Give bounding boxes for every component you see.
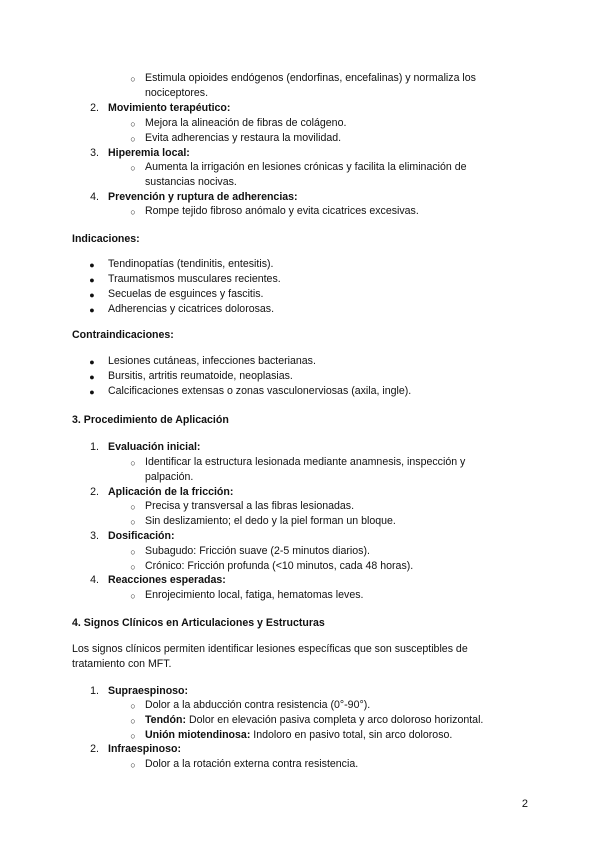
list-heading: Dosificación: <box>108 530 175 542</box>
sub-bullet: ○ <box>130 760 136 770</box>
list-number: 1. <box>90 441 99 453</box>
list-text: Traumatismos musculares recientes. <box>108 273 281 285</box>
list-text: Identificar la estructura lesionada mediante anamnesis, inspección y <box>145 456 466 468</box>
list-number: 4. <box>90 191 99 203</box>
bullet: ● <box>89 372 95 382</box>
section-heading-procedimiento: 3. Procedimiento de Aplicación <box>72 414 229 426</box>
list-text: Estimula opioides endógenos (endorfinas, encefalinas) y normaliza los <box>145 72 476 84</box>
sub-bullet: ○ <box>130 591 136 601</box>
list-heading: Movimiento terapéutico: <box>108 102 231 114</box>
list-number: 3. <box>90 147 99 159</box>
list-heading: Infraespinoso: <box>108 743 181 755</box>
list-heading: Supraespinoso: <box>108 685 189 697</box>
list-number: 2. <box>90 743 99 755</box>
list-text: Aumenta la irrigación en lesiones crónicas y facilita la eliminación de <box>145 161 467 173</box>
sub-bullet: ○ <box>130 517 136 527</box>
list-text: Dolor a la abducción contra resistencia (0°-90°). <box>145 699 371 711</box>
term-text: Indoloro en pasivo total, sin arco doloroso. <box>250 729 453 741</box>
list-heading: Hiperemia local: <box>108 147 190 159</box>
list-text: Lesiones cutáneas, infecciones bacterianas. <box>108 355 316 367</box>
list-text: nociceptores. <box>145 87 209 99</box>
list-number: 3. <box>90 530 99 542</box>
list-heading: Prevención y ruptura de adherencias: <box>108 191 298 203</box>
list-text: Mejora la alineación de fibras de colágeno. <box>145 117 347 129</box>
sub-bullet: ○ <box>130 74 136 84</box>
list-text: Tendinopatías (tendinitis, entesitis). <box>108 258 274 270</box>
sub-bullet: ○ <box>130 731 136 741</box>
sub-bullet: ○ <box>130 458 136 468</box>
list-text: Rompe tejido fibroso anómalo y evita cicatrices excesivas. <box>145 205 419 217</box>
list-text: Precisa y transversal a las fibras lesionadas. <box>145 500 355 512</box>
sub-bullet: ○ <box>130 547 136 557</box>
bullet: ● <box>89 260 95 270</box>
list-text <box>145 728 452 743</box>
bullet: ● <box>89 290 95 300</box>
list-text: Dolor a la rotación externa contra resistencia. <box>145 758 359 770</box>
sub-bullet: ○ <box>130 134 136 144</box>
list-text: Crónico: Fricción profunda (<10 minutos, cada 48 horas). <box>145 560 414 572</box>
list-text: Sin deslizamiento; el dedo y la piel forman un bloque. <box>145 515 396 527</box>
sub-bullet: ○ <box>130 163 136 173</box>
section-heading-indicaciones: Indicaciones: <box>72 233 140 245</box>
list-heading: Reacciones esperadas: <box>108 574 226 586</box>
list-text: Enrojecimiento local, fatiga, hematomas leves. <box>145 589 364 601</box>
bullet: ● <box>89 387 95 397</box>
page-number: 2 <box>521 798 528 810</box>
list-number: 4. <box>90 574 99 586</box>
section-heading-signos: 4. Signos Clínicos en Articulaciones y Estructuras <box>72 617 325 629</box>
list-text: Subagudo: Fricción suave (2-5 minutos diarios). <box>145 545 370 557</box>
list-text: palpación. <box>145 471 194 483</box>
list-text: Adherencias y cicatrices dolorosas. <box>108 303 275 315</box>
bullet: ● <box>89 275 95 285</box>
list-number: 2. <box>90 102 99 114</box>
sub-bullet: ○ <box>130 716 136 726</box>
list-text: Evita adherencias y restaura la movilidad. <box>145 132 342 144</box>
list-heading: Aplicación de la fricción: <box>108 486 234 498</box>
sub-bullet: ○ <box>130 119 136 129</box>
list-heading: Evaluación inicial: <box>108 441 201 453</box>
list-text: Bursitis, artritis reumatoide, neoplasias. <box>108 370 293 382</box>
list-number: 2. <box>90 486 99 498</box>
bold-term: Unión miotendinosa: <box>145 729 251 741</box>
sub-bullet: ○ <box>130 502 136 512</box>
paragraph-text: tratamiento con MFT. <box>72 658 172 670</box>
sub-bullet: ○ <box>130 207 136 217</box>
list-text <box>145 713 483 728</box>
list-text: Secuelas de esguinces y fascitis. <box>108 288 264 300</box>
paragraph-text: Los signos clínicos permiten identificar lesiones específicas que son susceptibles de <box>72 643 468 655</box>
sub-bullet: ○ <box>130 701 136 711</box>
list-number: 1. <box>90 685 99 697</box>
bullet: ● <box>89 305 95 315</box>
list-text: Calcificaciones extensas o zonas vasculonerviosas (axila, ingle). <box>108 385 412 397</box>
term-text: Dolor en elevación pasiva completa y arco doloroso horizontal. <box>186 714 484 726</box>
list-text: sustancias nocivas. <box>145 176 237 188</box>
sub-bullet: ○ <box>130 562 136 572</box>
bullet: ● <box>89 357 95 367</box>
bold-term: Tendón: <box>145 714 186 726</box>
section-heading-contraindicaciones: Contraindicaciones: <box>72 329 174 341</box>
